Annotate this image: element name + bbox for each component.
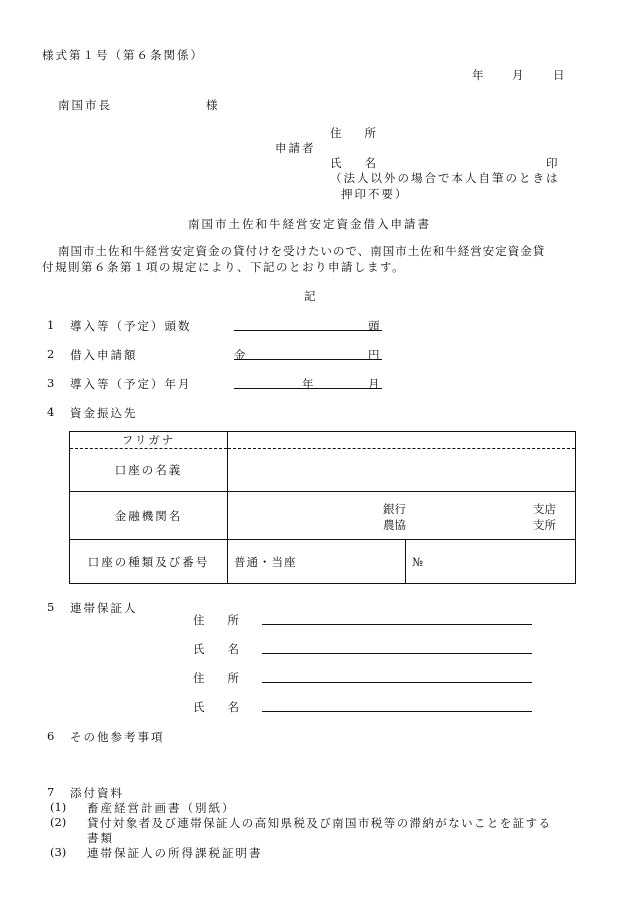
attachment3-text: 連帯保証人の所得課税証明書 [87,846,263,860]
item2-unit: 円 [368,348,380,362]
guarantor2-address-line[interactable] [262,668,532,683]
item5-number: 5 [47,600,55,614]
addressee-name: 南国市長 [58,98,112,112]
attachment1-text: 畜産経営計画書（別紙） [87,801,236,815]
item2-number: 2 [47,347,55,361]
bank-label: 銀行 [383,502,406,516]
guarantor1-address-line[interactable] [262,610,532,625]
guarantor2-name-line[interactable] [262,697,532,712]
applicant-label: 申請者 [275,141,316,155]
attachment2-text-cont: 書類 [87,831,114,845]
item2-label: 借入申請額 [70,348,138,362]
attachment2-number: (2) [50,815,67,829]
item2-input-line[interactable] [234,345,382,360]
guarantor2-address-label: 住 所 [193,671,239,685]
seal-note-line2: 押印不要） [341,187,409,201]
office-label: 支所 [533,518,556,532]
seal-note-line1: （法人以外の場合で本人自筆のときは [330,171,560,185]
applicant-address-label: 住 所 [330,126,376,140]
item4-number: 4 [47,405,55,419]
account-type-label: 口座の種類及び番号 [70,540,228,584]
ki-heading: 記 [304,289,316,303]
addressee-honorific: 様 [206,98,218,112]
item2-prefix: 金 [234,348,246,362]
applicant-name-label: 氏 名 [330,156,376,170]
form-number: 様式第１号（第６条関係） [42,48,204,62]
item7-number: 7 [47,785,55,799]
guarantor1-address-label: 住 所 [193,613,239,627]
seal-mark: 印 [546,156,558,170]
item3-month: 月 [368,377,380,391]
date-year-label: 年 [472,68,484,82]
date-day-label: 日 [553,68,565,82]
bank-account-table [69,431,576,584]
account-number-label: № [412,554,423,569]
attachment1-number: (1) [50,800,67,814]
nokyo-label: 農協 [383,518,406,532]
item6-number: 6 [47,729,55,743]
item7-label: 添付資料 [70,786,124,800]
item1-label: 導入等（予定）頭数 [70,319,192,333]
account-type-options: 普通・当座 [228,540,406,583]
item6-label: その他参考事項 [70,730,165,744]
date-month-label: 月 [512,68,524,82]
item1-unit: 頭 [368,319,380,333]
attachment3-number: (3) [50,845,67,859]
branch-label: 支店 [533,502,556,516]
institution-field[interactable] [228,492,576,540]
furigana-label: フリガナ [70,432,228,449]
item5-label: 連帯保証人 [70,601,138,615]
item3-year: 年 [302,377,314,391]
guarantor2-name-label: 氏 名 [193,700,239,714]
item1-input-line[interactable] [234,316,382,331]
account-type-field[interactable] [228,540,576,584]
furigana-field[interactable] [228,432,576,449]
item1-number: 1 [47,318,55,332]
attachment2-text: 貸付対象者及び連帯保証人の高知県税及び南国市税等の滞納がないことを証する [87,816,552,830]
body-text-line1: 南国市土佐和牛経営安定資金の貸付けを受けたいので、南国市土佐和牛経営安定資金貸 [58,244,546,258]
body-text-line2: 付規則第６条第１項の規定により、下記のとおり申請します。 [42,260,406,274]
account-name-label: 口座の名義 [70,449,228,492]
guarantor1-name-line[interactable] [262,639,532,654]
item3-number: 3 [47,376,55,390]
institution-label: 金融機関名 [70,492,228,540]
document-title: 南国市土佐和牛経営安定資金借入申請書 [188,217,431,231]
item4-label: 資金振込先 [70,406,138,420]
guarantor1-name-label: 氏 名 [193,642,239,656]
account-name-field[interactable] [228,449,576,492]
item3-label: 導入等（予定）年月 [70,377,192,391]
